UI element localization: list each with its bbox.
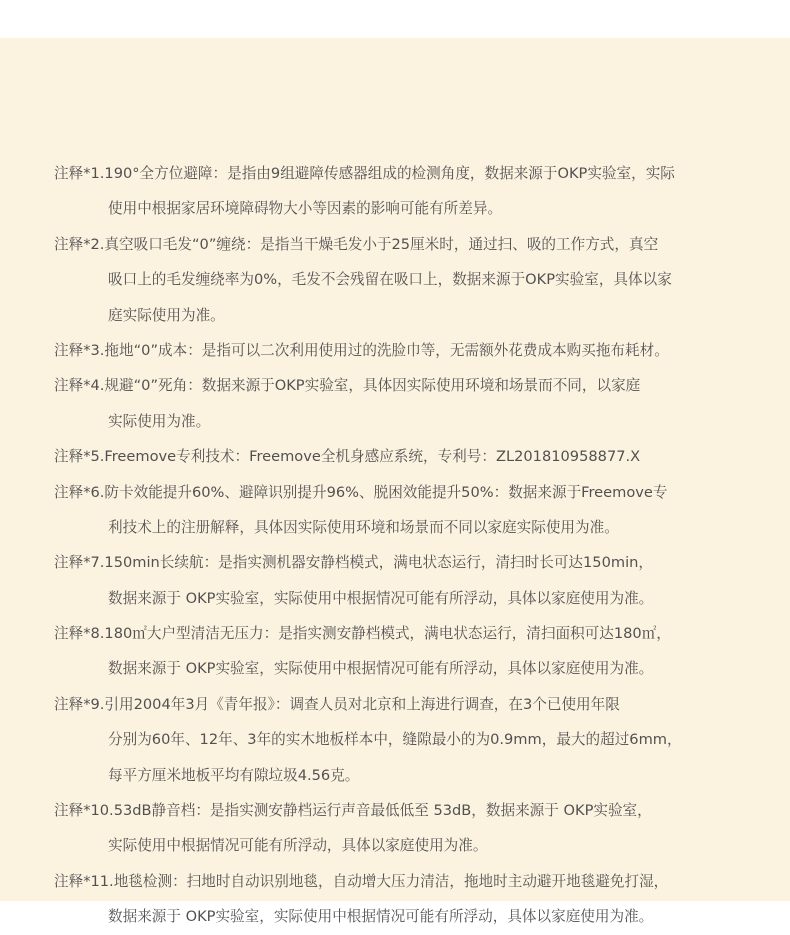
footnote-first-line: 注释*3.拖地“0”成本：是指可以二次利用使用过的洗脸巾等，无需额外花费成本购买拖布耗材。 [54, 341, 669, 359]
footnote-continuation-line: 分别为60年、12年、3年的实木地板样本中，缝隙最小的为0.9mm，最大的超过6mm， [108, 731, 682, 749]
footnote-continuation-line: 每平方厘米地板平均有隙垃圾4.56克。 [108, 766, 360, 784]
footnote-first-line: 注释*6.防卡效能提升60%、避障识别提升96%、脱困效能提升50%：数据来源于Freemove专 [54, 483, 668, 501]
footnote-continuation-line: 庭实际使用为准。 [108, 306, 225, 324]
footnote-item [54, 616, 754, 687]
footnote-item [54, 545, 754, 616]
footnote-item [54, 156, 754, 227]
footnote-first-line: 注释*4.规避“0”死角：数据来源于OKP实验室，具体因实际使用环境和场景而不同，以家庭 [54, 377, 641, 395]
footnote-continuation-line: 利技术上的注册解释，具体因实际使用环境和场景而不同以家庭实际使用为准。 [108, 518, 619, 536]
footnote-first-line: 注释*10.53dB静音档：是指实测安静档运行声音最低低至 53dB，数据来源于 OKP实验室， [54, 802, 652, 820]
footnote-item [54, 475, 754, 546]
footnote-first-line: 注释*2.真空吸口毛发“0”缠绕：是指当干燥毛发小于25厘米时，通过扫、吸的工作方式，真空 [54, 235, 659, 253]
footnote-first-line: 注释*8.180㎡大户型清洁无压力：是指实测安静档模式，满电状态运行，清扫面积可达180㎡， [54, 625, 671, 643]
footnote-first-line: 注释*5.Freemove专利技术：Freemove全机身感应系统，专利号：ZL201810958877.X [54, 448, 641, 466]
footnote-item [54, 687, 754, 793]
footnote-first-line: 注释*11.地毯检测：扫地时自动识别地毯，自动增大压力清洁，拖地时主动避开地毯避免打湿， [54, 872, 669, 890]
footnote-continuation-line: 实际使用为准。 [108, 412, 211, 430]
footnote-continuation-line: 实际使用中根据情况可能有所浮动，具体以家庭使用为准。 [108, 837, 488, 855]
footnotes-panel [0, 38, 790, 926]
footnote-continuation-line: 数据来源于 OKP实验室，实际使用中根据情况可能有所浮动，具体以家庭使用为准。 [108, 908, 654, 926]
footnote-first-line: 注释*7.150min长续航：是指实测机器安静档模式，满电状态运行，清扫时长可达150min， [54, 554, 653, 572]
footnotes-list [54, 156, 754, 935]
top-white-band [0, 0, 790, 38]
footnote-continuation-line: 吸口上的毛发缠绕率为0%，毛发不会残留在吸口上，数据来源于OKP实验室，具体以家 [108, 271, 672, 289]
footnote-continuation-line: 使用中根据家居环境障碍物大小等因素的影响可能有所差异。 [108, 200, 503, 218]
footnote-item [54, 864, 754, 935]
footnote-item [54, 439, 754, 474]
footnote-first-line: 注释*9.引用2004年3月《青年报》：调查人员对北京和上海进行调查，在3个已使用年限 [54, 695, 620, 713]
footnote-item [54, 368, 754, 439]
footnote-first-line: 注释*1.190°全方位避障：是指由9组避障传感器组成的检测角度，数据来源于OKP实验室，实际 [54, 165, 675, 182]
footnote-item [54, 793, 754, 864]
footnote-item [54, 333, 754, 368]
footnote-item [54, 227, 754, 333]
footnote-continuation-line: 数据来源于 OKP实验室，实际使用中根据情况可能有所浮动，具体以家庭使用为准。 [108, 660, 654, 678]
footnote-continuation-line: 数据来源于 OKP实验室，实际使用中根据情况可能有所浮动，具体以家庭使用为准。 [108, 589, 654, 607]
